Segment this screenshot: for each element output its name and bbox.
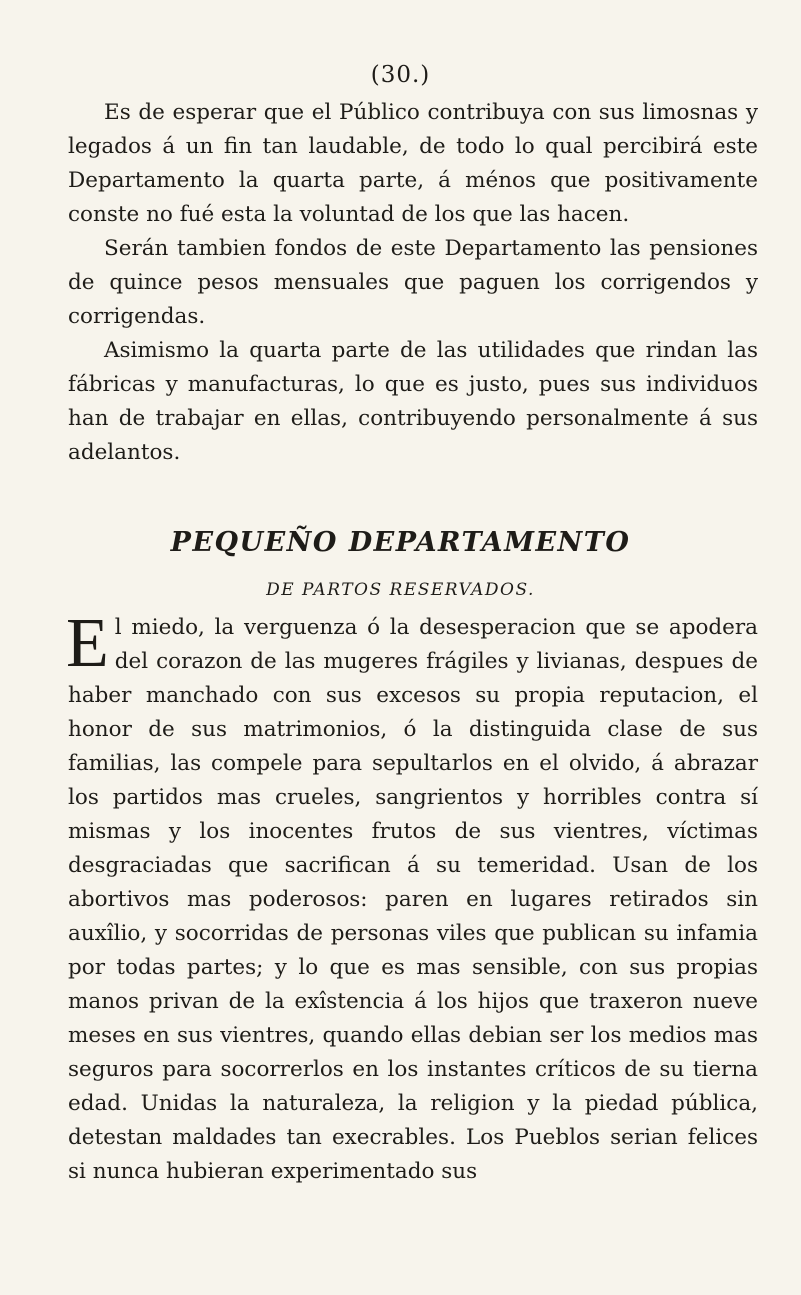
section-heading: PEQUEÑO DEPARTAMENTO bbox=[170, 527, 631, 558]
paragraph-utilidades: Asimismo la quarta parte de las utilidades que rindan las fábricas y manufacturas, lo que es justo, pues sus individuos han de trabajar en ellas, contribuyendo personalmente á sus adelantos. bbox=[68, 338, 758, 465]
paragraph-miedo-text: l miedo, la verguenza ó la desesperacion que se apodera del corazon de las mugeres frágiles y livianas, despues de haber manchado con sus excesos su propia reputacion, el honor de sus matrimonios, ó la distinguida clase de sus familias, las compele para sepultarlos en el olvido, á abrazar los partidos mas crueles, sangrientos y horribles contra sí mismas y los inocentes frutos de sus vientres, víctimas desgraciadas que sacrifican á su temeridad. Usan de los abortivos mas poderosos: paren en lugares retirados sin auxîlio, y socorridas de personas viles que publican su infamia por todas partes; y lo que es mas sensible, con sus propias manos privan de la exîstencia á los hijos que traxeron nueve meses en sus vientres, quando ellas debian ser los medios mas seguros para socorrerlos en los instantes críticos de su tierna edad. Unidas la naturaleza, la religion y la piedad pública, detestan maldades tan execrables. Los Pueblos serian felices si nunca hubieran experimentado sus bbox=[68, 615, 758, 1184]
text-block-section bbox=[66, 605, 758, 1189]
section-subheading: DE PARTOS RESERVADOS. bbox=[266, 580, 535, 600]
paragraph-limosnas: Es de esperar que el Público contribuya con sus limosnas y legados á un fin tan laudable, de todo lo qual percibirá este Departamento la quarta parte, á ménos que positivamente conste no fué esta la voluntad de los que las hacen. bbox=[68, 100, 758, 227]
drop-cap: E bbox=[66, 605, 109, 682]
paragraph-miedo bbox=[66, 605, 758, 1189]
page-number: (30.) bbox=[370, 62, 431, 88]
text-block-top bbox=[68, 96, 758, 470]
paragraph-pensiones: Serán tambien fondos de este Departamento las pensiones de quince pesos mensuales que paguen los corrigendos y corrigendas. bbox=[68, 236, 758, 329]
